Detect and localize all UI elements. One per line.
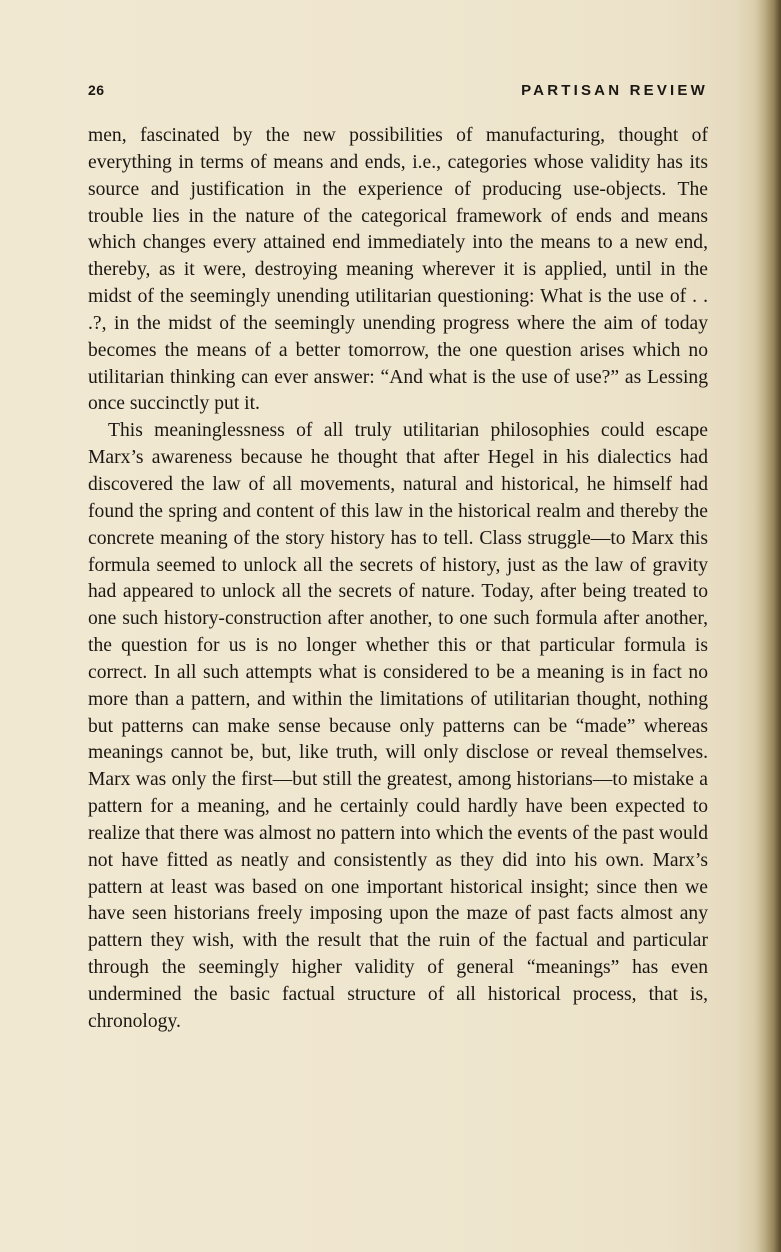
body-text bbox=[88, 123, 708, 1036]
page-number: 26 bbox=[88, 82, 105, 98]
running-head: PARTISAN REVIEW bbox=[521, 82, 708, 99]
paragraph-continued: men, fascinated by the new possibilities of manufacturing, thought of everything in terms of means and ends, i.e., categories whose validity has its source and justification in the experience of producing use-objects. The trouble lies in the nature of the categorical framework of ends and means which changes every attained end immediately into the means to a new end, thereby, as it were, destroying meaning wherever it is applied, until in the midst of the seemingly unending utilitarian questioning: What is the use of . . .?, in the midst of the seemingly unending progress where the aim of today becomes the means of a better tomorrow, the one question arises which no utilitarian thinking can ever answer: “And what is the use of use?” as Lessing once succinctly put it. bbox=[88, 125, 708, 415]
page-header bbox=[88, 82, 708, 108]
spine-shadow bbox=[753, 0, 781, 1252]
paragraph: This meaninglessness of all truly utilitarian philosophies could escape Marx’s awareness because he thought that after Hegel in his dialectics had discovered the law of all movements, natural and historical, he himself had found the spring and content of this law in the historical realm and thereby the concrete meaning of the story history has to tell. Class struggle—to Marx this formula seemed to unlock all the secrets of history, just as the law of gravity had appeared to unlock all the secrets of nature. Today, after being treated to one such history-construction after another, to one such formula after another, the question for us is no longer whether this or that particular formula is correct. In all such attempts what is considered to be a meaning is in fact no more than a pattern, and within the limitations of utilitarian thought, nothing but patterns can make sense because only patterns can be “made” whereas meanings cannot be, but, like truth, will only disclose or reveal themselves. Marx was only the first—but still the greatest, among historians—to mistake a pattern for a meaning, and he certainly could hardly have been expected to realize that there was almost no pattern into which the events of the past would not have fitted as neatly and consistently as they did into his own. Marx’s pattern at least was based on one important historical insight; since then we have seen historians freely imposing upon the maze of past facts almost any pattern they wish, with the result that the ruin of the factual and particular through the seemingly higher validity of general “meanings” has even undermined the basic factual structure of all historical process, that is, chronology. bbox=[88, 420, 708, 1032]
